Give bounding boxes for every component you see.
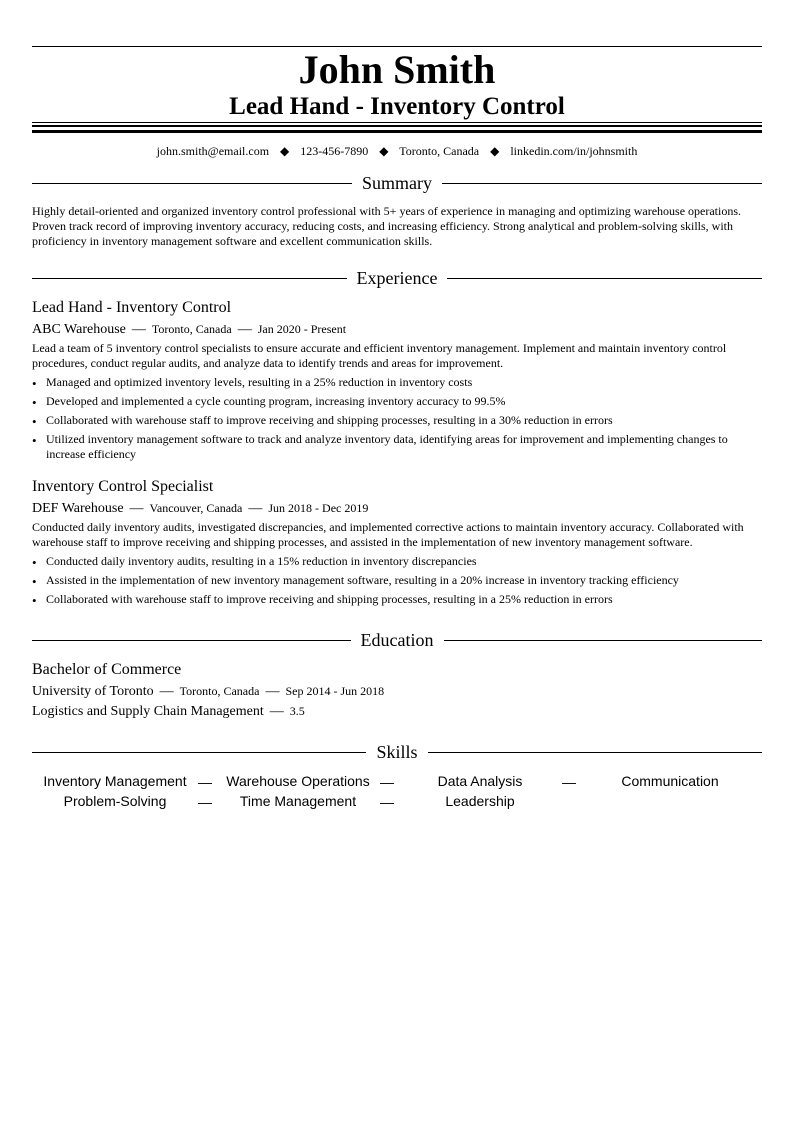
dash-separator: —: [265, 684, 280, 699]
section-title: Skills: [376, 742, 418, 762]
dash-separator: —: [129, 501, 144, 516]
job-bullets: [32, 554, 762, 611]
diamond-icon: ◆: [280, 144, 290, 158]
divider: [32, 183, 352, 184]
list-item: • Managed and optimized inventory levels, resulting in a 25% reduction in inventory costs: [32, 375, 762, 390]
list-item: • Conducted daily inventory audits, resulting in a 15% reduction in inventory discrepancies: [32, 554, 762, 569]
contact-line: [32, 143, 762, 159]
contact-email[interactable]: john.smith@email.com: [156, 144, 270, 158]
divider: [447, 278, 762, 279]
job-location: Toronto, Canada: [151, 322, 232, 336]
divider: [442, 183, 762, 184]
header-rule-thin: [32, 122, 762, 123]
header-rule-thick: [32, 130, 762, 133]
skills-grid: [32, 772, 762, 812]
dash-separator: —: [198, 794, 212, 810]
degree-title: Bachelor of Commerce: [32, 661, 182, 678]
skills-heading: [32, 740, 762, 764]
job-description: Lead a team of 5 inventory control specialists to ensure accurate and efficient inventory management. Implement and maintain inventory control procedures, conduct regular audits, and analyze data to identify trends and areas for improvement.: [32, 341, 727, 370]
education-meta: [32, 682, 384, 701]
skill-item: Inventory Management: [43, 773, 187, 789]
list-item: • Collaborated with warehouse staff to improve receiving and shipping processes, resulting in a 30% reduction in errors: [32, 413, 762, 428]
job-bullets: [32, 375, 762, 466]
divider: [32, 640, 351, 641]
list-item: • Developed and implemented a cycle counting program, increasing inventory accuracy to 99.5%: [32, 394, 762, 409]
skill-item: Time Management: [239, 793, 357, 809]
candidate-name: John Smith: [298, 47, 496, 92]
summary-heading: [32, 171, 762, 195]
dash-separator: —: [380, 774, 394, 790]
contact-location: Toronto, Canada: [399, 144, 480, 158]
skill-item: Data Analysis: [437, 773, 523, 789]
job-meta: [32, 499, 368, 518]
dash-separator: —: [159, 684, 174, 699]
list-item: • Utilized inventory management software to track and analyze inventory data, identifying areas for improvement and implementing changes to increase efficiency: [32, 432, 762, 462]
diamond-icon: ◆: [490, 144, 500, 158]
job-company: ABC Warehouse: [32, 322, 126, 337]
section-title: Education: [360, 630, 434, 650]
summary-text: Highly detail-oriented and organized inventory control professional with 5+ years of experience in managing and optimizing warehouse operations. Proven track record of improving inventory accuracy, reducing costs, and increasing efficiency. Strong analytical and problem-solving skills, with proficiency in inventory management software and excellent communication skills.: [32, 204, 742, 248]
divider: [428, 752, 762, 753]
list-item: • Assisted in the implementation of new inventory management software, resulting in a 20% increase in inventory tracking efficiency: [32, 573, 762, 588]
contact-linkedin[interactable]: linkedin.com/in/johnsmith: [510, 144, 638, 158]
dash-separator: —: [237, 322, 252, 337]
school-name: University of Toronto: [32, 684, 154, 699]
divider: [444, 640, 763, 641]
job-dates: Jan 2020 - Present: [257, 322, 347, 336]
header-rule-medium: [32, 125, 762, 127]
education-heading: [32, 628, 762, 652]
skill-item: Communication: [621, 773, 719, 789]
skill-item: Leadership: [445, 793, 515, 809]
skills-row: [32, 772, 762, 792]
skills-row: [32, 792, 762, 812]
section-title: Summary: [362, 173, 432, 193]
school-location: Toronto, Canada: [179, 684, 260, 698]
diamond-icon: ◆: [379, 144, 389, 158]
divider: [32, 752, 366, 753]
skill-item: Warehouse Operations: [226, 773, 370, 789]
job-company: DEF Warehouse: [32, 501, 124, 516]
job-description: Conducted daily inventory audits, investigated discrepancies, and implemented corrective actions to maintain inventory accuracy. Collaborated with warehouse staff to improve receiving and shipping processes, and assisted in the implementation of new inventory management software.: [32, 520, 744, 549]
gpa: 3.5: [289, 704, 305, 718]
education-dates: Sep 2014 - Jun 2018: [285, 684, 385, 698]
education-field-line: [32, 702, 305, 721]
candidate-title: Lead Hand - Inventory Control: [229, 93, 565, 120]
dash-separator: —: [131, 322, 146, 337]
dash-separator: —: [380, 794, 394, 810]
job-dates: Jun 2018 - Dec 2019: [268, 501, 369, 515]
dash-separator: —: [248, 501, 263, 516]
job-meta: [32, 320, 346, 339]
list-item: • Collaborated with warehouse staff to improve receiving and shipping processes, resulting in a 25% reduction in errors: [32, 592, 762, 607]
dash-separator: —: [198, 774, 212, 790]
dash-separator: —: [562, 774, 576, 790]
dash-separator: —: [269, 704, 284, 719]
job-location: Vancouver, Canada: [149, 501, 243, 515]
job-title: Inventory Control Specialist: [32, 478, 214, 495]
job-title: Lead Hand - Inventory Control: [32, 299, 232, 316]
contact-phone[interactable]: 123-456-7890: [300, 144, 369, 158]
field-of-study: Logistics and Supply Chain Management: [32, 704, 264, 719]
section-title: Experience: [356, 268, 438, 288]
divider: [32, 278, 347, 279]
experience-heading: [32, 266, 762, 290]
skill-item: Problem-Solving: [63, 793, 167, 809]
